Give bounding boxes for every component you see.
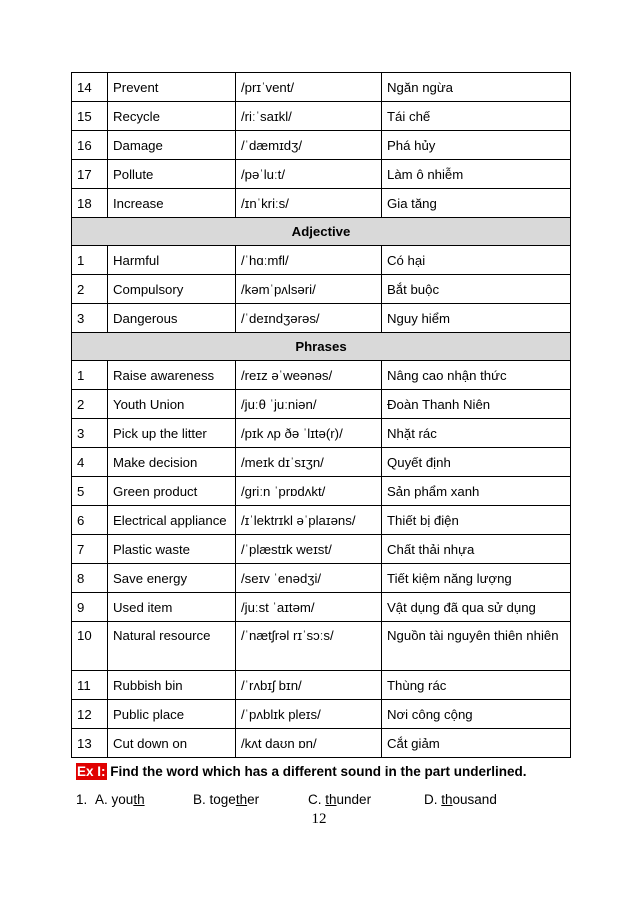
question-1-number: 1.	[76, 792, 88, 807]
number-cell: 13	[72, 729, 108, 758]
table-row	[72, 448, 571, 477]
option-c: C. thunder	[308, 792, 372, 807]
number-cell: 6	[72, 506, 108, 535]
ipa-cell: /juːst ˈaɪtəm/	[236, 593, 382, 622]
table-row	[72, 131, 571, 160]
table-row	[72, 275, 571, 304]
meaning-cell: Tiết kiệm năng lượng	[382, 564, 571, 593]
table-row	[72, 160, 571, 189]
meaning-cell: Phá hủy	[382, 131, 571, 160]
ipa-cell: /ˈhɑːmfl/	[236, 246, 382, 275]
word-cell: Green product	[108, 477, 236, 506]
number-cell: 15	[72, 102, 108, 131]
word-cell: Public place	[108, 700, 236, 729]
exercise-heading	[76, 764, 527, 779]
meaning-cell: Nguồn tài nguyên thiên nhiên	[382, 622, 571, 671]
meaning-cell: Chất thải nhựa	[382, 535, 571, 564]
meaning-cell: Bắt buộc	[382, 275, 571, 304]
table-row	[72, 564, 571, 593]
number-cell: 3	[72, 304, 108, 333]
number-cell: 10	[72, 622, 108, 671]
meaning-cell: Thùng rác	[382, 671, 571, 700]
table-row	[72, 419, 571, 448]
word-cell: Youth Union	[108, 390, 236, 419]
ipa-cell: /pəˈluːt/	[236, 160, 382, 189]
meaning-cell: Làm ô nhiễm	[382, 160, 571, 189]
meaning-cell: Ngăn ngừa	[382, 73, 571, 102]
meaning-cell: Sản phẩm xanh	[382, 477, 571, 506]
table-row	[72, 622, 571, 671]
number-cell: 2	[72, 390, 108, 419]
vocabulary-table-body	[72, 73, 571, 758]
number-cell: 16	[72, 131, 108, 160]
table-row	[72, 246, 571, 275]
number-cell: 17	[72, 160, 108, 189]
word-cell: Pick up the litter	[108, 419, 236, 448]
word-cell: Raise awareness	[108, 361, 236, 390]
phrases-section-row	[72, 333, 571, 361]
number-cell: 12	[72, 700, 108, 729]
meaning-cell: Nguy hiểm	[382, 304, 571, 333]
ipa-cell: /ɪˈlektrɪkl əˈplaɪəns/	[236, 506, 382, 535]
word-cell: Damage	[108, 131, 236, 160]
number-cell: 5	[72, 477, 108, 506]
word-cell: Compulsory	[108, 275, 236, 304]
meaning-cell: Thiết bị điện	[382, 506, 571, 535]
number-cell: 4	[72, 448, 108, 477]
ipa-cell: /ˈpʌblɪk pleɪs/	[236, 700, 382, 729]
table-row	[72, 535, 571, 564]
table-row	[72, 390, 571, 419]
adjective-section-row	[72, 218, 571, 246]
ipa-cell: /ˈnætʃrəl rɪˈsɔːs/	[236, 622, 382, 671]
table-row	[72, 304, 571, 333]
meaning-cell: Cắt giảm	[382, 729, 571, 758]
ipa-cell: /ˈplæstɪk weɪst/	[236, 535, 382, 564]
meaning-cell: Nơi công cộng	[382, 700, 571, 729]
table-row	[72, 73, 571, 102]
exercise-badge: Ex I:	[77, 764, 106, 779]
number-cell: 18	[72, 189, 108, 218]
table-row	[72, 189, 571, 218]
table-row	[72, 477, 571, 506]
ipa-cell: /ˈdeɪndʒərəs/	[236, 304, 382, 333]
word-cell: Dangerous	[108, 304, 236, 333]
ipa-cell: /seɪv ˈenədʒi/	[236, 564, 382, 593]
meaning-cell: Tái chế	[382, 102, 571, 131]
word-cell: Rubbish bin	[108, 671, 236, 700]
table-row	[72, 593, 571, 622]
number-cell: 1	[72, 246, 108, 275]
ipa-cell: /juːθ ˈjuːniən/	[236, 390, 382, 419]
meaning-cell: Gia tăng	[382, 189, 571, 218]
word-cell: Plastic waste	[108, 535, 236, 564]
table-row	[72, 506, 571, 535]
adjective-section-header: Adjective	[72, 218, 571, 246]
ipa-cell: /ɡriːn ˈprɒdʌkt/	[236, 477, 382, 506]
table-row	[72, 361, 571, 390]
table-row	[72, 700, 571, 729]
word-cell: Save energy	[108, 564, 236, 593]
ipa-cell: /kʌt daʊn ɒn/	[236, 729, 382, 758]
option-d: D. thousand	[424, 792, 497, 807]
ipa-cell: /riːˈsaɪkl/	[236, 102, 382, 131]
number-cell: 7	[72, 535, 108, 564]
word-cell: Recycle	[108, 102, 236, 131]
phrases-section-header: Phrases	[72, 333, 571, 361]
ipa-cell: /meɪk dɪˈsɪʒn/	[236, 448, 382, 477]
number-cell: 9	[72, 593, 108, 622]
table-row	[72, 671, 571, 700]
page-number: 12	[311, 811, 327, 827]
number-cell: 14	[72, 73, 108, 102]
meaning-cell: Đoàn Thanh Niên	[382, 390, 571, 419]
ipa-cell: /pɪk ʌp ðə ˈlɪtə(r)/	[236, 419, 382, 448]
number-cell: 11	[72, 671, 108, 700]
word-cell: Cut down on	[108, 729, 236, 758]
ipa-cell: /ɪnˈkriːs/	[236, 189, 382, 218]
vocabulary-table	[71, 72, 571, 758]
word-cell: Electrical appliance	[108, 506, 236, 535]
meaning-cell: Vật dụng đã qua sử dụng	[382, 593, 571, 622]
number-cell: 2	[72, 275, 108, 304]
option-a: A. youth	[95, 792, 145, 807]
number-cell: 1	[72, 361, 108, 390]
word-cell: Prevent	[108, 73, 236, 102]
number-cell: 3	[72, 419, 108, 448]
ipa-cell: /prɪˈvent/	[236, 73, 382, 102]
meaning-cell: Có hại	[382, 246, 571, 275]
option-b: B. together	[193, 792, 260, 807]
meaning-cell: Quyết định	[382, 448, 571, 477]
word-cell: Increase	[108, 189, 236, 218]
exercise-instruction: Find the word which has a different sound in the part underlined.	[106, 764, 527, 779]
table-row	[72, 102, 571, 131]
table-row	[72, 729, 571, 758]
ipa-cell: /reɪz əˈweənəs/	[236, 361, 382, 390]
ipa-cell: /ˈrʌbɪʃ bɪn/	[236, 671, 382, 700]
meaning-cell: Nâng cao nhận thức	[382, 361, 571, 390]
ipa-cell: /ˈdæmɪdʒ/	[236, 131, 382, 160]
ipa-cell: /kəmˈpʌlsəri/	[236, 275, 382, 304]
number-cell: 8	[72, 564, 108, 593]
word-cell: Make decision	[108, 448, 236, 477]
word-cell: Harmful	[108, 246, 236, 275]
meaning-cell: Nhặt rác	[382, 419, 571, 448]
word-cell: Natural resource	[108, 622, 236, 671]
word-cell: Used item	[108, 593, 236, 622]
word-cell: Pollute	[108, 160, 236, 189]
